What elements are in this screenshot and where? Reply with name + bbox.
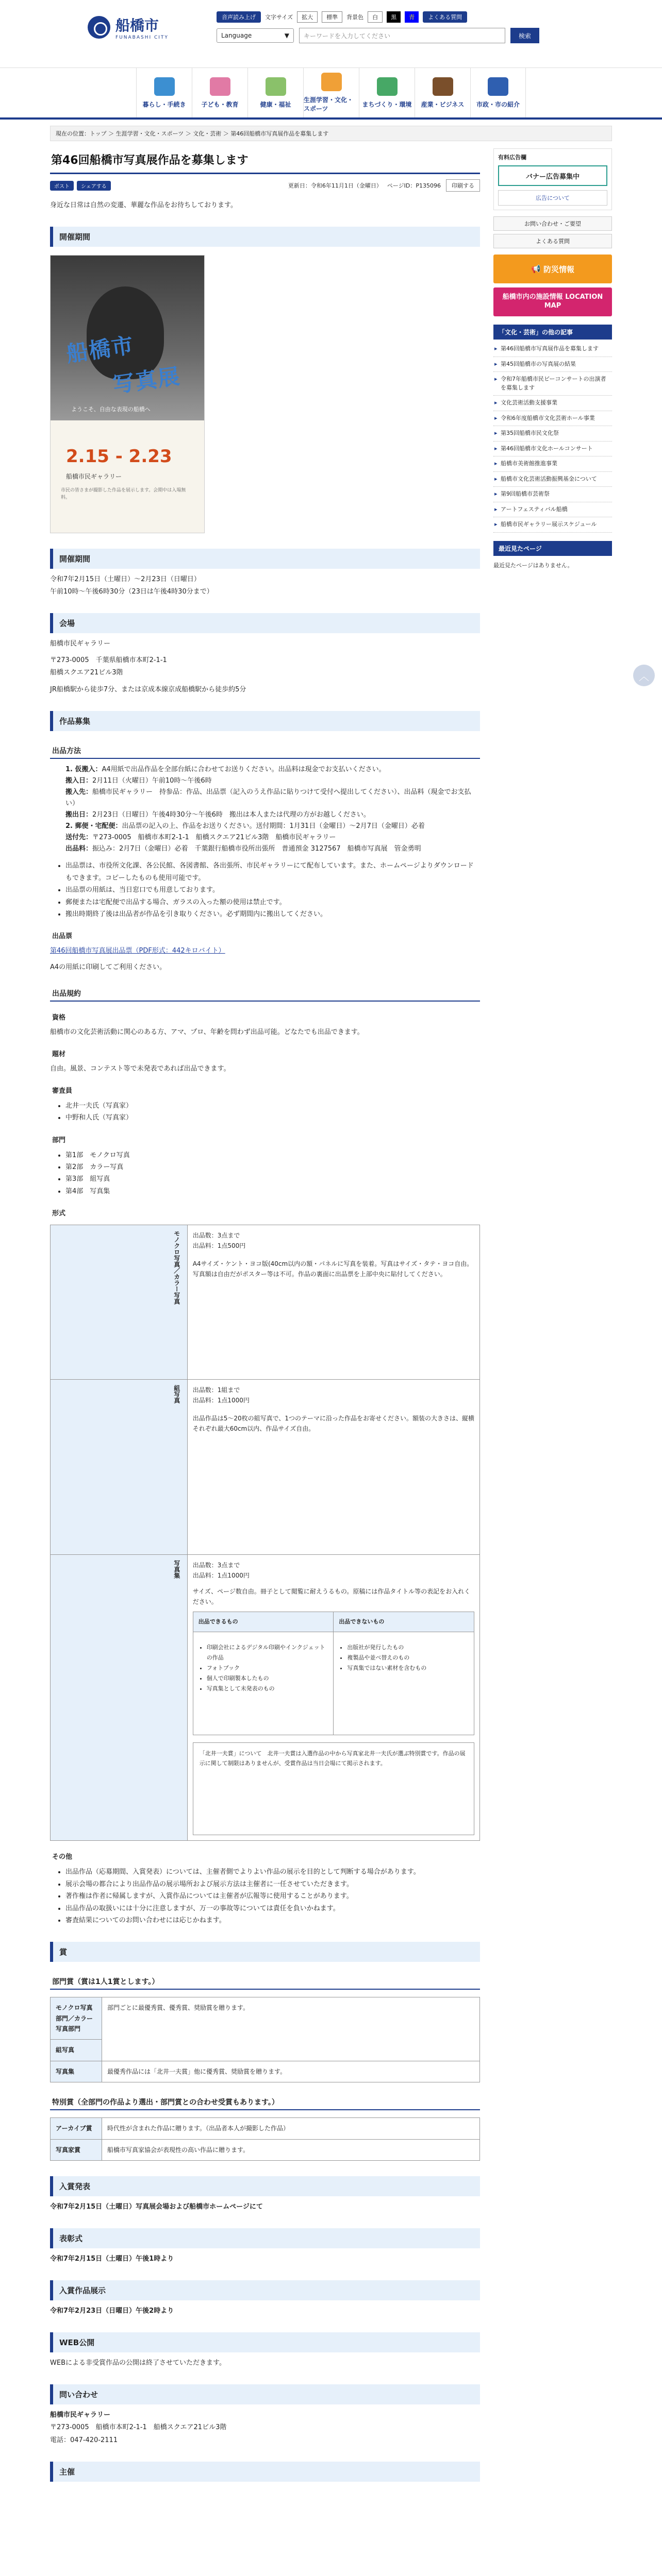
bg-color-label: 背景色	[346, 14, 364, 21]
main-content	[50, 148, 480, 2513]
list-item: • 出品作品（応募期間、入賞発表）については、主催者側でよりよい作品の展示を目的として判断する場合があります。	[65, 1866, 480, 1878]
award-head: 組写真	[51, 2040, 102, 2061]
venue-address-2: 船橋スクエア21ビル3階	[50, 669, 123, 677]
poster-venue: 船橋市民ギャラリー	[66, 473, 122, 481]
other-list	[65, 1866, 480, 1926]
nav-label: 健康・福祉	[260, 100, 291, 108]
list-item: • 第1部 モノクロ写真	[65, 1149, 480, 1161]
web-text: WEBによる非受賞作品の公開は終了させていただきます。	[50, 2359, 226, 2367]
page-id: ページID：P135096	[387, 182, 441, 189]
format-count: 出品数：1組まで	[192, 1386, 240, 1394]
list-item: • 出版社が発行したもの	[347, 1642, 469, 1653]
return-text: 令和7年2月23日（日曜日）午後2時より	[50, 2307, 174, 2315]
allowed-items-table	[193, 1612, 474, 1736]
search-input[interactable]: キーワードを入力してください	[299, 28, 505, 43]
nav-label: 暮らし・手続き	[142, 100, 186, 108]
section-awards: 賞	[50, 1942, 480, 1962]
city-emblem-icon	[88, 16, 110, 39]
category-heading: 部門	[52, 1136, 66, 1144]
poster-subtitle: ようこそ、自由な表現の船橋へ	[71, 406, 151, 413]
section-kaisai-kikan: 開催期間	[50, 227, 480, 247]
format-row-body	[187, 1380, 479, 1555]
category-list	[65, 1149, 480, 1198]
faq-link[interactable]: よくある質問	[423, 11, 467, 23]
list-item: • 展示会場の都合により出品作品の展示場所および展示方法は主催者に一任させていただきます。	[65, 1878, 480, 1890]
page-title: 第46回船橋市写真展作品を募集します	[50, 148, 480, 174]
megaphone-icon: 📢	[531, 264, 543, 274]
can-cell	[193, 1632, 334, 1735]
kitakai-award-note: 「北井一夫賞」について 北井一夫賞は入選作品の中から写真家北井一夫氏が選ぶ特別賞です。作品の展示に関して制限はありませんが、受賞作品は当日会場にて掲示されます。	[193, 1742, 474, 1835]
section-boshu: 作品募集	[50, 711, 480, 731]
can-head: 出品できるもの	[193, 1612, 334, 1632]
search-row	[217, 28, 539, 43]
venue-access: JR船橋駅から徒歩7分、または京成本線京成船橋駅から徒歩約5分	[50, 685, 246, 693]
contact-address: 〒273-0005 船橋市本町2-1-1 船橋スクエア21ビル3階	[50, 2424, 227, 2432]
format-count: 出品数：3点まで	[192, 1562, 240, 1569]
facebook-share-button[interactable]: シェアする	[77, 181, 111, 191]
related-link[interactable]: ▸ 文化芸術活動支援事業	[493, 396, 612, 411]
nav-item-children[interactable]	[192, 68, 247, 117]
chevron-down-icon: ▼	[284, 32, 289, 39]
global-nav	[0, 68, 662, 120]
other-heading: その他	[52, 1853, 73, 1861]
print-button[interactable]: 印刷する	[446, 179, 480, 192]
bg-white-button[interactable]: 白	[368, 11, 383, 23]
list-item: • 第2部 カラー写真	[65, 1161, 480, 1173]
related-link[interactable]: ▸ 令和6年度船橋市文化芸術ホール事業	[493, 411, 612, 427]
submission-notes	[65, 860, 480, 920]
method-item: 搬入日：2月11日（火曜日）午前10時～午後6時	[65, 776, 212, 785]
faq-button[interactable]: よくある質問	[493, 234, 612, 248]
judges-list	[65, 1100, 480, 1124]
related-link[interactable]: ▸ 船橋市美術館推進事業	[493, 456, 612, 472]
table-row	[51, 1555, 480, 1841]
ad-heading: 有料広告欄	[498, 154, 526, 161]
list-item: • 中野和人氏（写真家）	[65, 1112, 480, 1124]
section-kikan: 開催期間	[50, 549, 480, 569]
format-row-head: 写真集	[51, 1555, 188, 1841]
search-button[interactable]: 検索	[510, 28, 539, 43]
category-awards-table	[50, 1997, 480, 2082]
list-item: • 出品票の用紙は、当日窓口でも用意しております。	[65, 884, 480, 896]
share-buttons	[50, 181, 111, 191]
format-row-head: モノクロ写真／カラー写真	[51, 1225, 188, 1380]
section-contact: 問い合わせ	[50, 2384, 480, 2404]
list-item: • 搬出時期終了後は出品者が作品を引き取りください。必ず期間内に搬出してください。	[65, 908, 480, 920]
related-box	[493, 325, 612, 533]
nav-label: 生涯学習・文化・スポーツ	[304, 96, 354, 112]
table-row	[51, 1997, 480, 2040]
list-item: • フォトブック	[207, 1663, 328, 1673]
list-item: • 第4部 写真集	[65, 1185, 480, 1197]
format-desc: サイズ、ページ数自由。冊子として閲覧に耐えうるもの。原稿には作品タイトル等の表記をお入れください。	[192, 1587, 471, 1606]
list-item: • 著作権は作者に帰属しますが、入賞作品については主催者が広報等に使用することがあります。	[65, 1890, 480, 1902]
entry-form-pdf-link[interactable]: 第46回船橋市写真展出品票（PDF形式：442キロバイト）	[50, 947, 225, 955]
poster-title-1: 船橋市	[64, 332, 136, 367]
list-item: • 第3部 組写真	[65, 1173, 480, 1185]
award-head: アーカイブ賞	[51, 2118, 102, 2139]
list-item: • 印刷会社によるデジタル印刷やインクジェットの作品	[207, 1642, 328, 1663]
method-item: 1. 仮搬入：A4用紙で出品作品を全部台紙に合わせてお送りください。出品料は現金でお支払いください。	[65, 765, 386, 773]
qualification-heading: 資格	[52, 1013, 66, 1022]
bg-black-button[interactable]: 黒	[387, 11, 401, 23]
briefcase-icon	[433, 77, 453, 96]
table-row	[51, 1380, 480, 1555]
related-link[interactable]: ▸ 第46回船橋市写真展作品を募集します	[493, 342, 612, 357]
subsection-category-awards: 部門賞（賞は1人1賞とします。）	[50, 1974, 480, 1990]
exhibition-poster	[50, 255, 205, 533]
list-item: • 郵便または宅配便で出品する場合、ガラスの入った額の使用は禁止です。	[65, 896, 480, 908]
updated-date: 更新日：令和6年11月1日（金曜日）	[288, 182, 382, 189]
method-item: 搬入先：船橋市民ギャラリー 持参品：作品、出品票（記入のうえ作品に貼りつけて受付へ提出してください）、出品料（現金でお支払い）	[65, 788, 471, 807]
special-awards-table	[50, 2117, 480, 2161]
cannot-head: 出品できないもの	[334, 1612, 474, 1632]
speech-reader-button[interactable]: 音声読み上げ	[217, 11, 261, 23]
logo-text: 船橋市	[115, 17, 159, 34]
sprout-icon	[377, 77, 398, 96]
list-item: • 出品作品の取扱いには十分に注意しますが、万一の事故等については責任を負いかねます。	[65, 1903, 480, 1914]
format-row-head: 組写真	[51, 1380, 188, 1555]
subsection-houhou: 出品方法	[50, 743, 480, 759]
venue-name: 船橋市民ギャラリー	[50, 640, 111, 648]
table-row	[51, 2139, 480, 2160]
disaster-label: 防災情報	[543, 264, 574, 274]
judges-heading: 審査員	[52, 1087, 73, 1095]
method-item: 出品料：振込み：2月7日（金曜日）必着 千葉銀行船橋市役所出張所 普通預金 3127567 船橋市写真展 管金勇明	[65, 845, 421, 853]
method-item: 2. 郵便・宅配便：出品票の記入の上、作品をお送りください。送付期間：1月31日（金曜日）～2月7日（金曜日）必着	[65, 822, 425, 831]
site-logo[interactable]	[88, 14, 169, 40]
related-link[interactable]: ▸ 第35回船橋市民文化祭	[493, 426, 612, 442]
nav-item-living[interactable]	[136, 68, 192, 117]
format-row-body	[187, 1555, 479, 1841]
scroll-to-top-button[interactable]	[633, 665, 655, 686]
nav-label: まちづくり・環境	[362, 100, 412, 108]
related-list	[493, 342, 612, 533]
section-kaijo: 会場	[50, 613, 480, 633]
language-select[interactable]	[217, 28, 294, 43]
theme-text: 自由。風景、コンテスト等で未発表であれば出品できます。	[50, 1064, 230, 1073]
building-icon	[488, 77, 508, 96]
location-map-banner[interactable]: 船橋市内の施設情報 LOCATION MAP	[493, 287, 612, 316]
poster-title-2: 写真展	[111, 363, 183, 398]
entry-form-heading: 出品票	[52, 933, 73, 941]
stroller-icon	[210, 77, 230, 96]
list-item: • 複製品や並べ替えのもの	[347, 1653, 469, 1663]
site-header	[0, 0, 662, 68]
font-size-standard-button[interactable]: 標準	[322, 11, 342, 23]
nav-item-environment[interactable]	[359, 68, 415, 117]
award-text: 時代性が含まれた作品に贈ります。（出品者本人が撮影した作品）	[102, 2118, 480, 2139]
table-row	[51, 2118, 480, 2139]
list-item: • 個人で印刷製本したもの	[207, 1673, 328, 1684]
table-row	[193, 1612, 474, 1632]
chevron-up-icon: ︿	[639, 670, 649, 683]
nav-label: 産業・ビジネス	[421, 100, 465, 108]
post-button[interactable]: ポスト	[50, 181, 74, 191]
book-icon	[321, 73, 342, 91]
ceremony-text: 令和7年2月15日（土曜日）午後1時より	[50, 2255, 174, 2263]
entry-form-note: A4の用紙に印刷してご利用ください。	[50, 963, 167, 972]
list-item: • 北井一夫氏（写真家）	[65, 1100, 480, 1112]
table-row	[51, 2061, 480, 2082]
section-return: 入賞作品展示	[50, 2280, 480, 2300]
related-link[interactable]: ▸ 第46回船橋市文化ホールコンサート	[493, 442, 612, 457]
utility-bar	[217, 11, 467, 23]
disaster-info-banner[interactable]	[493, 255, 612, 283]
list-item: • 写真集として未発表のもの	[207, 1684, 328, 1694]
format-heading: 形式	[52, 1210, 66, 1218]
format-fee: 出品料：1点1000円	[192, 1397, 250, 1404]
related-link[interactable]: ▸ 第45回船橋市の写真展の結果	[493, 357, 612, 372]
nav-label: 市政・市の紹介	[476, 100, 520, 108]
related-link[interactable]: ▸ 令和7年船橋市民ビーコンサートの出演者を募集します	[493, 372, 612, 396]
list-item: • 写真集ではない素材を含むもの	[347, 1663, 469, 1673]
recent-text: 最近見たページはありません。	[493, 562, 573, 569]
method-item: 搬出日：2月23日（日曜日）午後4時30分～午後6時 搬出は本人または代理の方がお越しください。	[65, 811, 370, 819]
clipboard-icon	[266, 77, 286, 96]
ad-banner[interactable]: バナー広告募集中	[498, 165, 607, 186]
theme-heading: 題材	[52, 1050, 66, 1058]
kikan-times: 午前10時～午後6時30分（23日は午後4時30分まで）	[50, 588, 213, 596]
meta-right	[288, 179, 480, 192]
sidebar	[493, 148, 612, 2513]
format-desc: A4サイズ・ケント・ヨコ版(40cm以内の額・パネルに写真を装着。写真はサイズ・タテ・ヨコ自由。写真額は自由だがポスター等は不可。作品の裏面に出品票を上部中央に貼付してください。	[192, 1260, 473, 1278]
poster-note: 市民の皆さまが撮影した作品を展示します。会期中は入場無料。	[61, 488, 186, 500]
cannot-cell	[334, 1632, 474, 1735]
award-text: 船橋市写真家協会が表現性の高い作品に贈ります。	[102, 2139, 480, 2160]
related-link[interactable]: ▸ 第9回船橋市芸術祭	[493, 487, 612, 502]
font-size-label: 文字サイズ	[265, 14, 293, 21]
content-columns	[50, 148, 612, 2513]
section-announcement: 入賞発表	[50, 2176, 480, 2196]
page-meta	[50, 179, 480, 192]
contact-tel: 電話：047-420-2111	[50, 2436, 118, 2444]
nav-item-city[interactable]	[470, 68, 526, 117]
nav-label: 子ども・教育	[201, 100, 239, 108]
inquiry-button[interactable]: お問い合わせ・ご要望	[493, 216, 612, 231]
format-row-body	[187, 1225, 479, 1380]
related-link[interactable]: ▸ アートフェスティバル船橋	[493, 502, 612, 518]
language-label: Language	[221, 32, 252, 39]
format-table	[50, 1225, 480, 1841]
format-desc: 出品作品は5～20枚の組写真で、1つのテーマに沿った作品をお寄せください。額装の大きさは、縦横それぞれ最大60cm以内、作品サイズ自由。	[192, 1414, 474, 1433]
list-item: • 審査結果についてのお問い合わせには応じかねます。	[65, 1914, 480, 1926]
format-count: 出品数：3点まで	[192, 1232, 240, 1240]
qualification-text: 船橋市の文化芸術活動に関心のある方、アマ、プロ、年齢を問わず出品可能。どなたでも出品できます。	[50, 1028, 364, 1036]
format-fee: 出品料：1点500円	[192, 1242, 246, 1250]
recent-box	[493, 541, 612, 571]
kikan-dates: 令和7年2月15日（土曜日）～2月23日（日曜日）	[50, 575, 201, 584]
award-text: 最優秀作品には「北井一夫賞」他に優秀賞、奨励賞を贈ります。	[102, 2061, 480, 2082]
related-link[interactable]: ▸ 船橋市文化芸術活動振興基金について	[493, 472, 612, 487]
award-head: モノクロ写真部門／カラー写真部門	[51, 1997, 102, 2040]
subsection-special-awards: 特別賞（全部門の作品より選出・部門賞との合わせ受賞もあります。）	[50, 2095, 480, 2110]
section-web: WEB公開	[50, 2332, 480, 2352]
ad-box	[493, 148, 612, 210]
bg-blue-button[interactable]: 青	[405, 11, 419, 23]
related-link[interactable]: ▸ 船橋市民ギャラリー展示スケジュール	[493, 517, 612, 533]
list-item: • 出品票は、市役所文化課、各公民館、各図書館、各出張所、市民ギャラリーにて配布しています。また、ホームページよりダウンロードもできます。コピーしたものも使用可能です。	[65, 860, 480, 884]
logo-subtext: FUNABASHI CITY	[115, 35, 169, 40]
nav-item-culture[interactable]	[303, 68, 359, 117]
nav-item-health[interactable]	[247, 68, 303, 117]
section-ceremony: 表彰式	[50, 2228, 480, 2248]
font-size-large-button[interactable]: 拡大	[297, 11, 318, 23]
contact-name: 船橋市民ギャラリー	[50, 2411, 111, 2419]
award-text: 部門ごとに最優秀賞、優秀賞、奨励賞を贈ります。	[102, 1997, 480, 2061]
award-head: 写真集	[51, 2061, 102, 2082]
award-head: 写真家賞	[51, 2139, 102, 2160]
submission-method-list	[65, 764, 480, 855]
announcement-text: 令和7年2月15日（土曜日）写真展会場および船橋市ホームページにて	[50, 2203, 263, 2211]
table-row	[193, 1632, 474, 1735]
section-organizer: 主催	[50, 2462, 480, 2482]
house-icon	[154, 77, 175, 96]
recent-heading: 最近見たページ	[493, 541, 612, 556]
related-heading: 「文化・芸術」の他の記事	[493, 325, 612, 340]
subsection-kiyaku: 出品規約	[50, 986, 480, 1002]
nav-item-business[interactable]	[415, 68, 470, 117]
poster-dates: 2.15 - 2.23	[66, 446, 172, 467]
format-fee: 出品料：1点1000円	[192, 1572, 250, 1580]
lead-text: 身近な日常は自然の変遷、華麗な作品をお待ちしております。	[50, 201, 237, 209]
ad-info-link[interactable]: 広告について	[498, 190, 607, 206]
table-row	[51, 1225, 480, 1380]
venue-address-1: 〒273-0005 千葉県船橋市本町2-1-1	[50, 656, 167, 665]
method-item: 送付先：〒273-0005 船橋市本町2-1-1 船橋スクエア21ビル3階 船橋市民ギャラリー	[65, 834, 336, 842]
breadcrumb[interactable]: 現在の位置：トップ ＞ 生涯学習・文化・スポーツ ＞ 文化・芸術 ＞ 第46回船橋市写真展作品を募集します	[50, 126, 612, 141]
